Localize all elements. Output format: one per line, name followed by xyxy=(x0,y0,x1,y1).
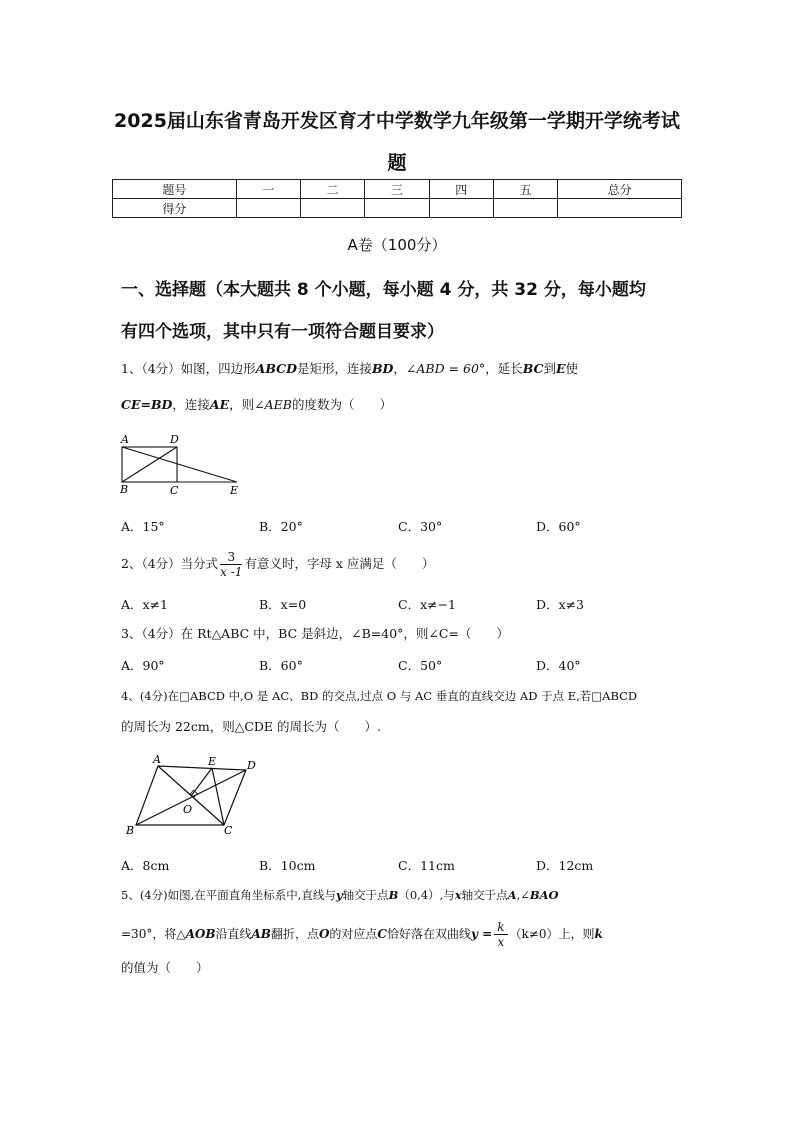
fig-label-o: O xyxy=(183,803,193,816)
score-cell[interactable] xyxy=(365,199,429,218)
score-table-row-label: 得分 xyxy=(113,199,237,218)
score-cell[interactable] xyxy=(558,199,682,218)
q3-option-d[interactable]: D．40° xyxy=(536,658,581,673)
fig-label-c: C xyxy=(224,824,233,837)
q5-text-line3: 的值为（ ） xyxy=(121,960,209,975)
q5-text-line1: 5、(4分)如图,在平面直角坐标系中,直线与y轴交于点B（0,4）,与x轴交于点A,∠BAO xyxy=(121,888,559,902)
q4-option-d[interactable]: D．12cm xyxy=(536,858,594,873)
section-heading-line1: 一、选择题（本大题共 8 个小题，每小题 4 分，共 32 分，每小题均 xyxy=(121,280,646,300)
q5-text-line2: =30°，将△AOB沿直线AB翻折，点O的对应点C恰好落在双曲线y = $\frac{k}{x}$ （k≠0）上，则k xyxy=(121,920,603,949)
score-table-header-cell: 五 xyxy=(493,180,557,199)
fig-label-b: B xyxy=(120,483,129,496)
fig-label-d: D xyxy=(247,759,256,772)
q3-option-a[interactable]: A．90° xyxy=(121,658,165,673)
q3-option-b[interactable]: B．60° xyxy=(259,658,303,673)
q3-text: 3、（4分）在 Rt△ABC 中，BC 是斜边，∠B=40°，则∠C=（ ） xyxy=(121,626,509,641)
q1-option-c[interactable]: C．30° xyxy=(398,519,443,534)
q1-rectangle-figure xyxy=(112,430,252,500)
q2-option-d[interactable]: D．x≠3 xyxy=(536,597,584,612)
score-cell[interactable] xyxy=(429,199,493,218)
fig-label-c: C xyxy=(170,484,179,497)
q1-option-b[interactable]: B．20° xyxy=(259,519,303,534)
q2-option-b[interactable]: B．x=0 xyxy=(259,597,307,612)
score-cell[interactable] xyxy=(236,199,300,218)
q4-option-b[interactable]: B．10cm xyxy=(259,858,316,873)
q3-option-c[interactable]: C．50° xyxy=(398,658,443,673)
q4-parallelogram-figure xyxy=(120,750,270,840)
q4-option-c[interactable]: C．11cm xyxy=(398,858,455,873)
q1-text-line1: 1、（4分）如图，四边形ABCD是矩形，连接BD，∠ABD = 60°，延长BC到E使 xyxy=(121,361,579,376)
part-a-heading: A卷（100分） xyxy=(347,236,447,254)
score-table-header-cell: 一 xyxy=(236,180,300,199)
q2-option-a[interactable]: A．x≠1 xyxy=(121,597,169,612)
fig-label-d: D xyxy=(170,433,179,446)
q1-option-d[interactable]: D．60° xyxy=(536,519,581,534)
score-table xyxy=(112,179,682,218)
fig-label-b: B xyxy=(126,824,135,837)
q4-text-line2: 的周长为 22cm，则△CDE 的周长为（ ）. xyxy=(121,719,382,734)
score-table-header-cell: 三 xyxy=(365,180,429,199)
q1-option-a[interactable]: A．15° xyxy=(121,519,165,534)
score-table-header-row xyxy=(113,180,682,199)
segment-ae xyxy=(122,447,237,482)
q2-option-c[interactable]: C．x≠−1 xyxy=(398,597,457,612)
score-cell[interactable] xyxy=(300,199,364,218)
q4-option-a[interactable]: A．8cm xyxy=(121,858,170,873)
score-table-score-row xyxy=(113,199,682,218)
q4-text-line1: 4、(4分)在□ABCD 中,O 是 AC、BD 的交点,过点 O 与 AC 垂直的直线交边 AD 于点 E,若□ABCD xyxy=(121,689,638,703)
document-title-line2: 题 xyxy=(387,152,407,174)
score-cell[interactable] xyxy=(493,199,557,218)
fig-label-e: E xyxy=(208,755,217,768)
q2-fraction: $\frac{3}{x -1}$ xyxy=(220,550,243,579)
q5-fraction: $\frac{k}{x}$ xyxy=(494,920,507,949)
score-table-header-cell: 总分 xyxy=(558,180,682,199)
fig-label-e: E xyxy=(230,484,239,497)
section-heading-line2: 有四个选项，其中只有一项符合题目要求） xyxy=(121,322,444,342)
score-table-header-cell: 二 xyxy=(300,180,364,199)
fig-label-a: A xyxy=(153,753,161,766)
document-title-line1: 2025届山东省青岛开发区育才中学数学九年级第一学期开学统考试 xyxy=(114,110,680,132)
score-table-header-cell: 四 xyxy=(429,180,493,199)
segment-bd xyxy=(122,447,177,482)
fig-label-a: A xyxy=(121,433,129,446)
diagonal-bd xyxy=(136,770,246,825)
q2-text: 2、（4分）当分式 $\frac{3}{x -1}$ 有意义时，字母 x 应满足（ ） xyxy=(121,550,435,579)
score-table-header-cell: 题号 xyxy=(113,180,237,199)
q1-text-line2: CE=BD，连接AE，则∠AEB的度数为（ ） xyxy=(121,397,392,412)
